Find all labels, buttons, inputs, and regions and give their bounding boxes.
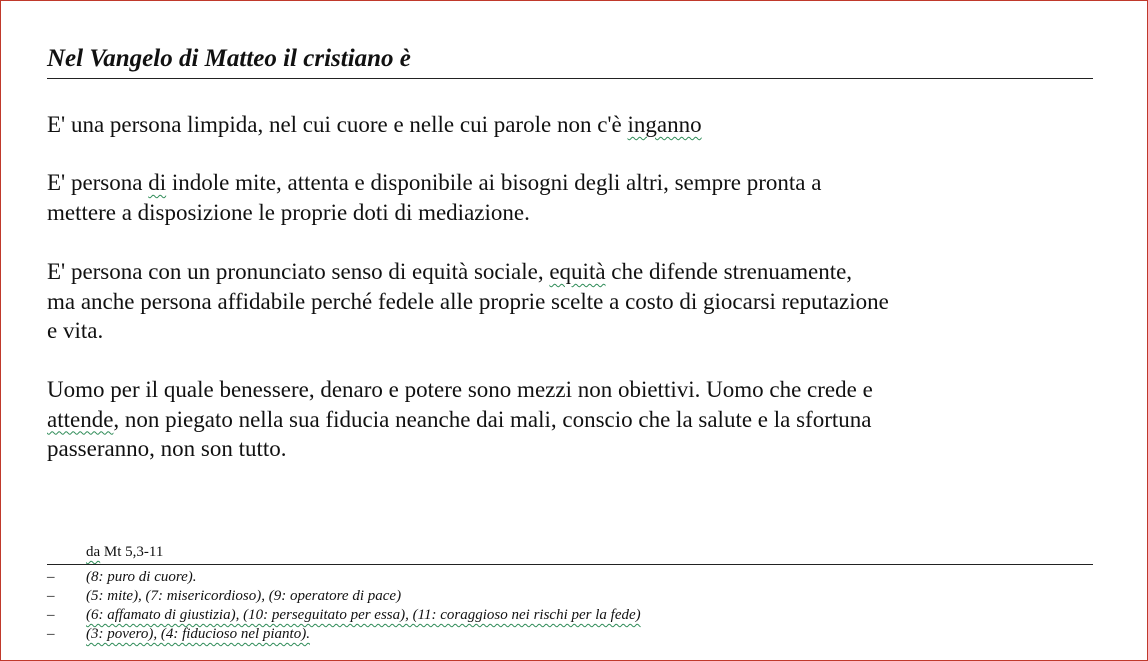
text-run: indole mite, attenta e disponibile ai bisogni degli altri, sempre pronta a — [166, 170, 822, 195]
note-item — [47, 587, 641, 606]
text-run: Uomo per il quale benessere, denaro e potere sono mezzi non obiettivi. Uomo che crede e — [47, 377, 873, 402]
text-run: , non piegato nella sua fiducia neanche dai mali, conscio che la salute e la sfortuna — [113, 406, 872, 432]
flagged-word: attende — [47, 406, 114, 432]
note-text: (6: affamato di giustizia), (10: perseguitato per essa), (11: coraggioso nei rischi per la fede) — [86, 607, 641, 623]
text-run: e vita. — [47, 318, 104, 343]
flagged-word: equità — [549, 259, 606, 284]
text-run: E' persona con un pronunciato senso di equità sociale, — [47, 259, 550, 284]
note-item — [47, 568, 641, 587]
text-run: mettere a disposizione le proprie doti di mediazione. — [47, 199, 530, 225]
text-run: E' persona — [47, 170, 149, 195]
text-run: E' una persona limpida, nel cui cuore e nelle cui parole non c'è — [47, 112, 628, 137]
text-run: che difende strenuamente, — [605, 259, 853, 284]
notes-rule — [47, 564, 1093, 565]
flagged-word: inganno — [627, 112, 702, 137]
paragraph-4 — [47, 375, 1107, 464]
title-rule — [47, 78, 1093, 79]
paragraph-3 — [47, 257, 1107, 346]
note-item — [47, 625, 641, 644]
note-bullet: – — [47, 588, 55, 604]
notes-list — [47, 568, 641, 644]
note-text: (8: puro di cuore). — [86, 569, 197, 585]
note-bullet: – — [47, 569, 55, 585]
note-bullet: – — [47, 607, 55, 623]
paragraph-2 — [47, 168, 1107, 227]
note-text: (3: povero), (4: fiducioso nel pianto). — [86, 626, 310, 642]
paragraph-1 — [47, 110, 1107, 140]
note-bullet: – — [47, 626, 55, 642]
text-run: ma anche persona affidabile perché fedele alle proprie scelte a costo di giocarsi reputazione — [47, 288, 889, 314]
document-title: Nel Vangelo di Matteo il cristiano è — [47, 45, 411, 72]
text-run: passeranno, non son tutto. — [47, 436, 287, 461]
note-item — [47, 606, 641, 625]
source-reference — [86, 544, 163, 561]
source-ref: Mt 5,3-11 — [100, 544, 164, 560]
source-prefix: da — [86, 544, 101, 560]
flagged-word: di — [148, 170, 167, 195]
note-text: (5: mite), (7: misericordioso), (9: operatore di pace) — [86, 588, 402, 604]
